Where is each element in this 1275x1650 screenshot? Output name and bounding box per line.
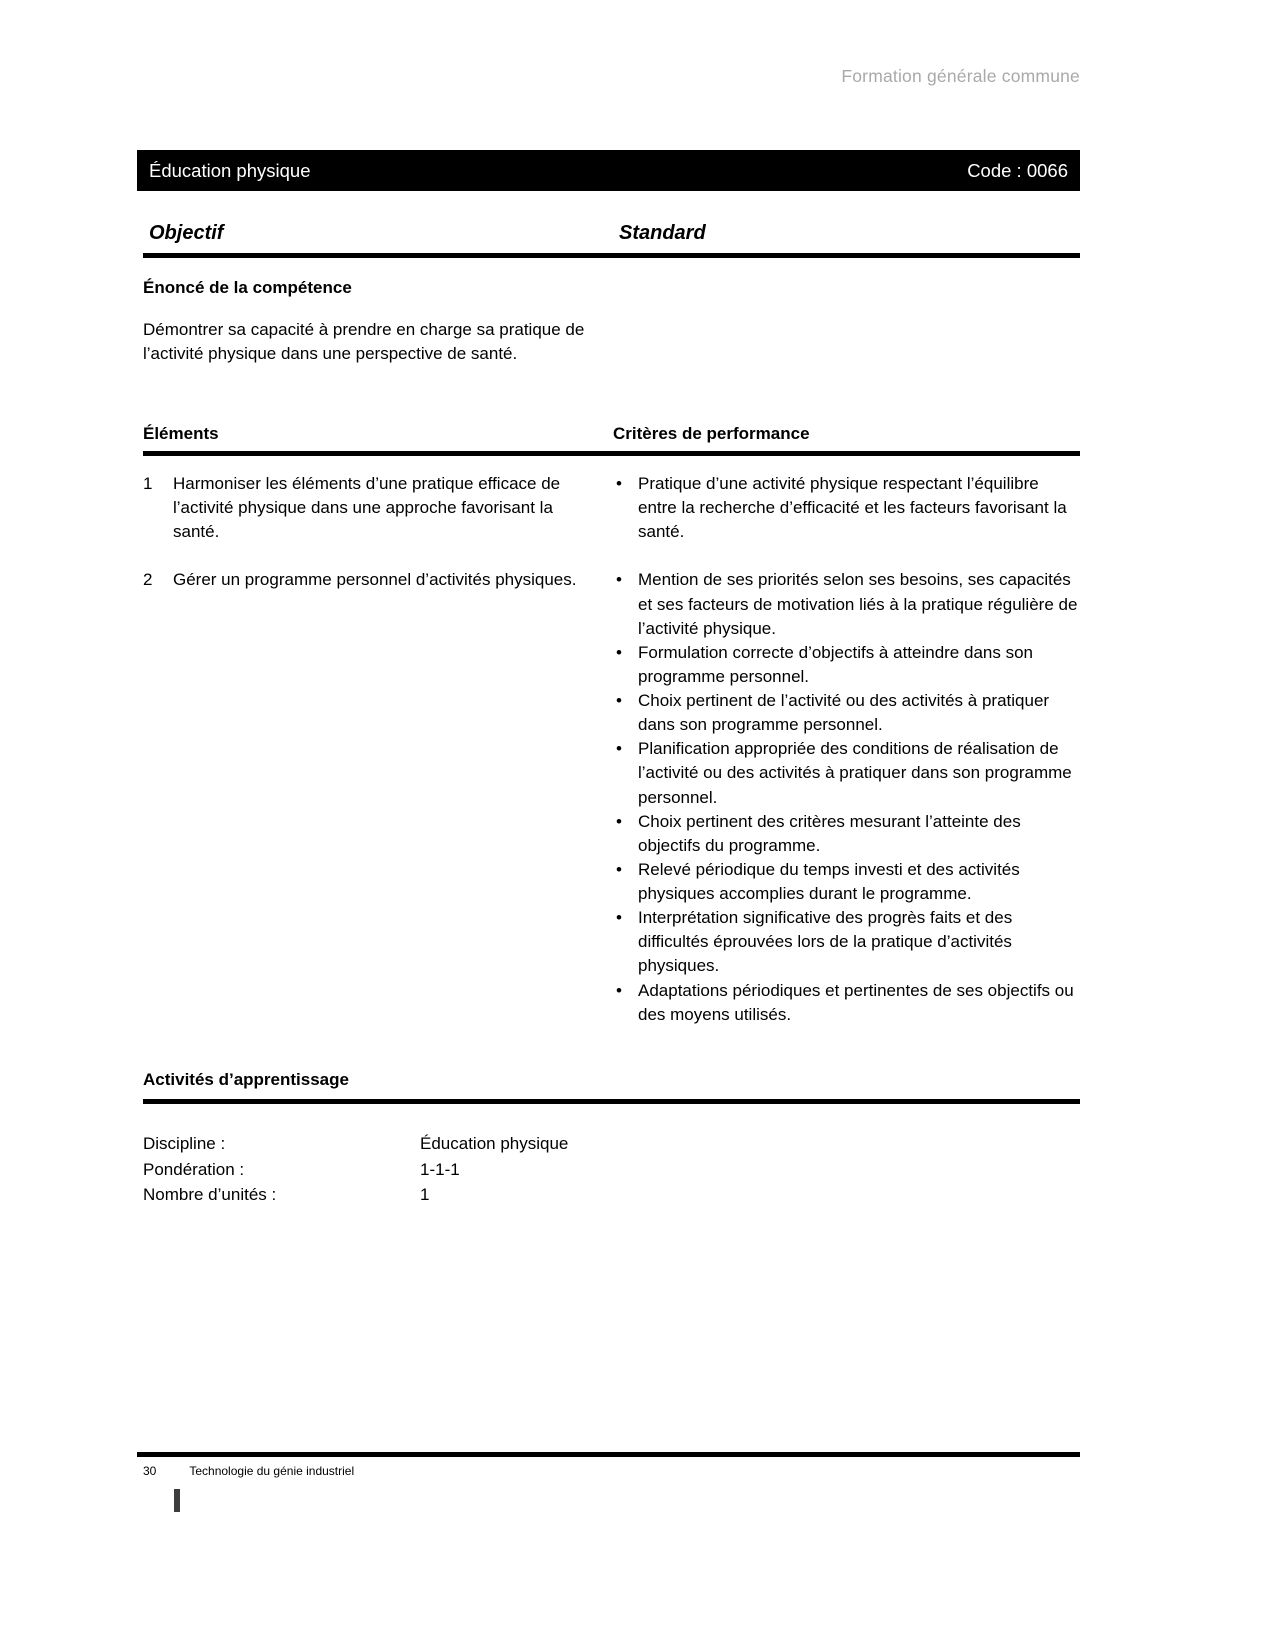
elements-heading: Éléments bbox=[143, 424, 219, 443]
enonce-heading: Énoncé de la compétence bbox=[143, 278, 352, 297]
field-row bbox=[143, 1157, 1080, 1183]
criterion-item: • Mention de ses priorités selon ses besoins, ses capacités et ses facteurs de motivation liés à la pratique régulière de l’activité physique. bbox=[613, 568, 1080, 640]
criterion-item: • Interprétation significative des progrès faits et des difficultés éprouvées lors de la pratique d’activités physiques. bbox=[613, 906, 1080, 978]
criterion-item: • Choix pertinent des critères mesurant l’atteinte des objectifs du programme. bbox=[613, 810, 1080, 858]
objectif-heading: Objectif bbox=[149, 222, 224, 244]
criterion-item: • Planification appropriée des conditions de réalisation de l’activité ou des activités à pratiquer dans son programme personnel. bbox=[613, 737, 1080, 809]
criterion-item: • Pratique d’une activité physique respectant l’équilibre entre la recherche d’efficacité et les facteurs favorisant la santé. bbox=[613, 472, 1080, 544]
footer-text: Technologie du génie industriel bbox=[189, 1464, 355, 1478]
field-row bbox=[143, 1131, 1080, 1157]
activities-section bbox=[143, 1070, 1080, 1208]
criterion-item: • Adaptations périodiques et pertinentes de ses objectifs ou des moyens utilisés. bbox=[613, 979, 1080, 1027]
activities-heading: Activités d’apprentissage bbox=[143, 1070, 1080, 1104]
elements-criteria-header bbox=[143, 424, 1080, 456]
field-label: Discipline : bbox=[143, 1134, 226, 1153]
footer-rule bbox=[137, 1452, 1080, 1457]
element-text: Harmoniser les éléments d’une pratique efficace de l’activité physique dans une approche favorisant la santé. bbox=[173, 474, 561, 542]
objectif-standard-header bbox=[143, 222, 1080, 258]
standard-heading: Standard bbox=[619, 222, 706, 244]
element-row bbox=[143, 568, 613, 1026]
element-row bbox=[143, 472, 613, 544]
enonce-text: Démontrer sa capacité à prendre en charge sa pratique de l’activité physique dans une perspective de santé. bbox=[143, 319, 585, 364]
activities-fields bbox=[143, 1131, 1080, 1208]
enonce-section bbox=[143, 276, 613, 367]
page-number: 30 bbox=[143, 1464, 157, 1478]
banner-title: Éducation physique bbox=[149, 159, 311, 181]
course-banner bbox=[137, 150, 1080, 191]
field-label: Nombre d’unités : bbox=[143, 1185, 277, 1204]
element-number: 1 bbox=[143, 474, 153, 493]
criterion-item: • Formulation correcte d’objectifs à atteindre dans son programme personnel. bbox=[613, 641, 1080, 689]
elements-criteria-table bbox=[143, 472, 1080, 1027]
field-row bbox=[143, 1182, 1080, 1208]
criterion-item: • Relevé périodique du temps investi et des activités physiques accomplies durant le programme. bbox=[613, 858, 1080, 906]
field-value: Éducation physique bbox=[420, 1134, 569, 1153]
field-label: Pondération : bbox=[143, 1159, 245, 1179]
criteria-group bbox=[613, 568, 1080, 1026]
criteres-heading: Critères de performance bbox=[613, 424, 810, 443]
field-value: 1 bbox=[420, 1185, 430, 1204]
element-number: 2 bbox=[143, 570, 153, 590]
banner-code: Code : 0066 bbox=[967, 159, 1068, 181]
criterion-item: • Choix pertinent de l’activité ou des activités à pratiquer dans son programme personnel. bbox=[613, 689, 1080, 737]
element-text: Gérer un programme personnel d’activités physiques. bbox=[173, 570, 577, 590]
criteria-group bbox=[613, 472, 1080, 544]
field-value: 1-1-1 bbox=[420, 1159, 460, 1179]
running-header: Formation générale commune bbox=[841, 66, 1080, 86]
print-registration-mark bbox=[174, 1489, 180, 1512]
page-footer bbox=[143, 1464, 354, 1478]
